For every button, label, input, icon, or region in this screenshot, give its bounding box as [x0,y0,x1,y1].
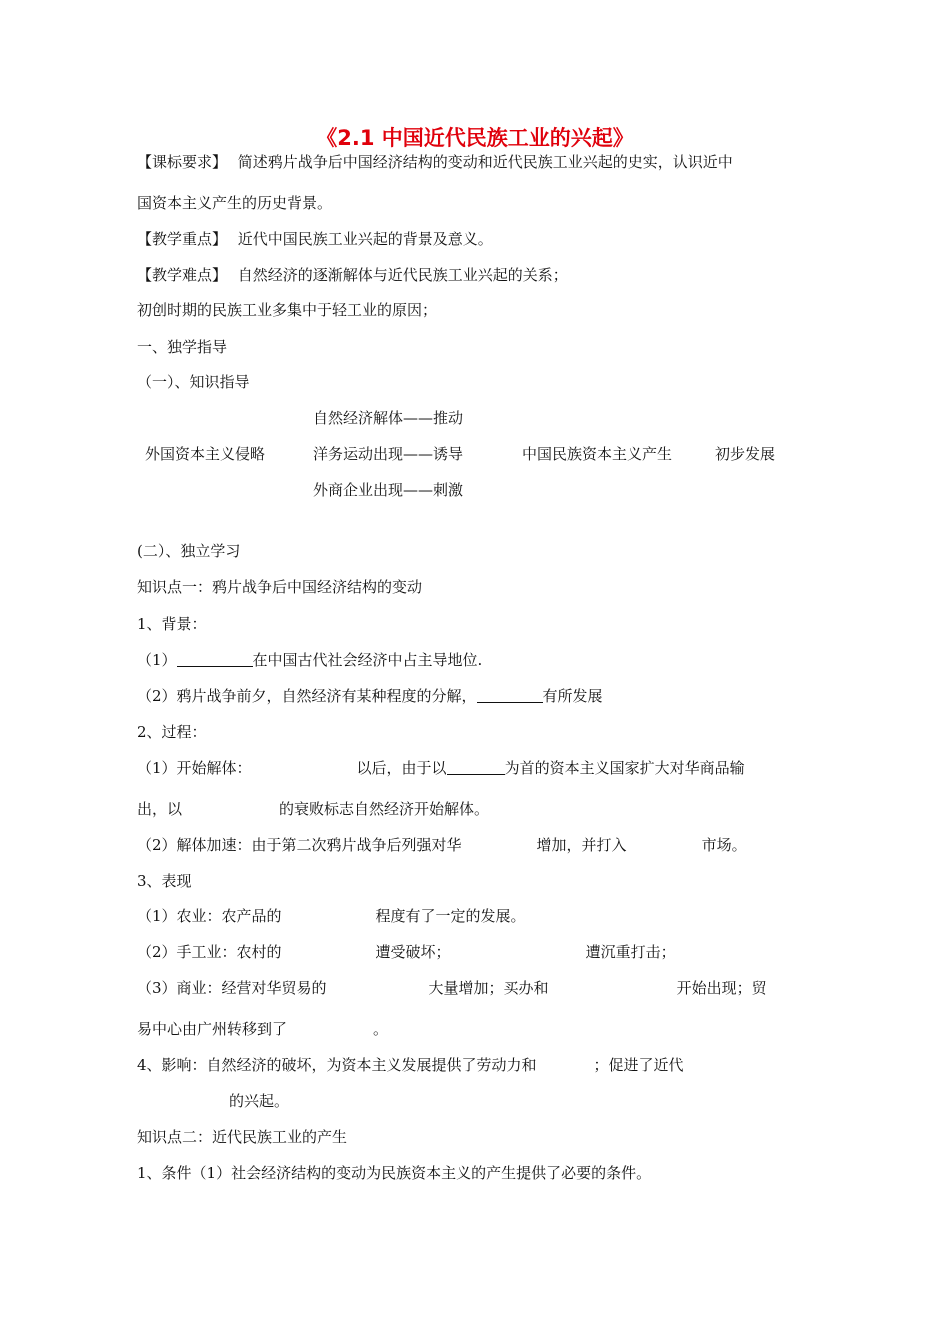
diagram-factor-1: 自然经济解体——推动 [313,409,464,427]
curriculum-tag: 【课标要求】 [137,153,228,171]
diagram-cause: 外国资本主义侵略 [145,445,266,463]
manifestation-handicraft: （2）手工业：农村的 遭受破坏； 遭沉重打击； [137,943,676,961]
section-subheading-1: （一）、知识指导 [137,373,250,391]
fill-blank[interactable] [447,760,505,775]
curriculum-requirement-line2: 国资本主义产生的历史背景。 [137,194,333,212]
diagram-factor-3: 外商企业出现——刺激 [313,481,464,499]
diagram-final: 初步发展 [715,445,776,463]
focus-text: 近代中国民族工业兴起的背景及意义。 [237,230,493,248]
diagram-factor-2: 洋务运动出现——诱导 [313,445,464,463]
impact-line2: 的兴起。 [229,1092,290,1110]
teaching-focus [137,229,493,249]
background-item-1: （1） 在中国古代社会经济中占主导地位. [137,651,483,669]
difficulty-text: 自然经济的逐渐解体与近代民族工业兴起的关系； [237,266,568,284]
process-item-1-cont: 出，以 的衰败标志自然经济开始解体。 [137,800,490,818]
manifestation-commerce-cont: 易中心由广州转移到了 。 [137,1020,389,1038]
process-heading: 2、过程： [137,723,207,741]
background-heading: 1、背景： [137,615,207,633]
knowledge-point-2: 知识点二：近代民族工业的产生 [137,1128,348,1146]
section-heading-1: 一、独学指导 [137,338,228,356]
process-item-1: （1）开始解体： 以后，由于以 为首的资本主义国家扩大对华商品输 [137,759,745,777]
diagram-result: 中国民族资本主义产生 [522,445,673,463]
manifestation-heading: 3、表现 [137,872,192,890]
background-item-2: （2）鸦片战争前夕，自然经济有某种程度的分解， 有所发展 [137,687,603,705]
impact-line1: 4、影响：自然经济的破坏，为资本主义发展提供了劳动力和 ；促进了近代 [137,1056,684,1074]
curriculum-text: 简述鸦片战争后中国经济结构的变动和近代民族工业兴起的史实，认识近中 [237,153,733,171]
fill-blank[interactable] [477,688,543,703]
curriculum-requirement-line1 [137,152,733,172]
manifestation-agriculture: （1）农业：农产品的 程度有了一定的发展。 [137,907,526,925]
process-item-2: （2）解体加速：由于第二次鸦片战争后列强对华 增加，并打入 市场。 [137,836,747,854]
fill-blank[interactable] [177,652,253,667]
focus-tag: 【教学重点】 [137,230,228,248]
manifestation-commerce: （3）商业：经营对华贸易的 大量增加；买办和 开始出现；贸 [137,979,767,997]
section-heading-2: (二）、独立学习 [137,542,241,560]
document-title: 《2.1 中国近代民族工业的兴起》 [316,126,634,150]
teaching-difficulty [137,265,568,285]
knowledge-point-1: 知识点一：鸦片战争后中国经济结构的变动 [137,578,423,596]
conditions-line: 1、条件（1）社会经济结构的变动为民族资本主义的产生提供了必要的条件。 [137,1164,652,1182]
difficulty-tag: 【教学难点】 [137,266,228,284]
difficulty-line2: 初创时期的民族工业多集中于轻工业的原因； [137,301,438,319]
